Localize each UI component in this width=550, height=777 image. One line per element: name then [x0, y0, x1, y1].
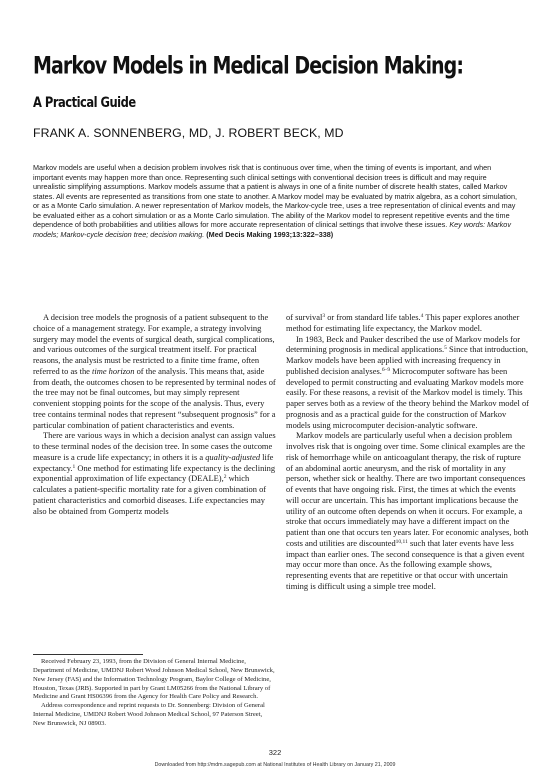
text-run: Microcomputer software has been developed to permit constructing and evaluating Markov models more easily. For these reasons, a revisit of the Markov model is timely. This paper serves both as a review of the theory behind the Markov model of prognosis and as a practical guide for the construction of Markov models using microcomputer decision-analytic software.: [286, 365, 529, 430]
page-number: 322: [268, 748, 282, 757]
text-run: Since that introduction, Markov models have been applied with increasing frequency in published decision analyses.: [286, 344, 529, 376]
citation-ref: 4: [420, 313, 424, 319]
citation-ref: 2: [223, 474, 227, 481]
footnotes: [33, 658, 276, 729]
footnote-received: Received February 23, 1993, from the Division of General Internal Medicine, Department of Medicine, UMDNJ Robert Wood Johnson Medical School, New Brunswick, New Jersey (FAS) and the Information Technology Program, Baylor College of Medicine, Houston, Texas (JRB). Supported in part by Grant LM05266 from the National Library of Medicine and Grant HS06396 from the Agency for Health Care Policy and Research.: [33, 658, 275, 701]
citation-ref: 3: [322, 313, 326, 319]
citation-ref: 10,11: [395, 538, 408, 545]
right-column: [286, 312, 529, 592]
paragraph: [33, 312, 276, 430]
abstract-keywords: Key words: Markov models; Markov-cycle decision tree; decision making.: [33, 220, 511, 239]
paragraph: [33, 430, 276, 516]
footnote-address: Address correspondence and reprint requests to Dr. Sonnenberg: Division of General Internal Medicine, UMDNJ Robert Wood Johnson Medical School, 97 Paterson Street, New Brunswick, NJ 08903.: [33, 702, 265, 727]
article-subtitle: A Practical Guide: [33, 94, 136, 111]
text-run: of the analysis. This means that, aside from death, the outcomes chosen to be represented by terminal nodes of the tree may not be final outcomes, but may simply represent convenient stopping points for the scope of the analysis. Thus, every tree contains terminal nodes that represent “subsequent prognosis” for a particular combination of patient characteristics and events.: [33, 365, 276, 430]
footnote-divider: [33, 654, 143, 655]
paragraph: [286, 334, 529, 431]
text-run: In 1983, Beck and Pauker described the use of Markov models for determining prognosis in medical applications.: [286, 333, 521, 355]
text-run: This paper explores another method for estimating life expectancy, the Markov model.: [286, 312, 520, 333]
text-run: such that later events have less impact than earlier ones. The second consequence is that a given event may occur more than once. As the following example shows, representing events that are repetitive or that occur with uncertain timing is difficult using a simple tree model.: [286, 537, 525, 591]
text-run: There are various ways in which a decision analyst can assign values to these terminal nodes of the decision tree. In some cases the outcome measure is a crude life expectancy; in others it is a: [33, 430, 276, 462]
citation-ref: 6–9: [381, 366, 391, 373]
left-column: [33, 312, 276, 516]
text-run: A decision tree models the prognosis of a patient subsequent to the choice of a management strategy. For example, a strategy involving surgery may model the events of surgical death, surgical complications, and various outcomes of the surgical treatment itself. For practical reasons, the analysis must be restricted to a finite time frame, often referred to as the: [33, 312, 275, 376]
text-run: or from standard life tables.: [325, 312, 421, 322]
download-notice: Downloaded from http://mdm.sagepub.com at National Institutes of Health Library on January 21, 2009: [154, 762, 396, 768]
paragraph: [286, 430, 529, 591]
text-run: life expectancy.: [33, 451, 274, 473]
text-run: One method for estimating life expectancy is the declining exponential approximation of life expectancy (DEALE),: [33, 462, 276, 484]
author-line: FRANK A. SONNENBERG, MD, J. ROBERT BECK, MD: [33, 126, 344, 140]
abstract-body: Markov models are useful when a decision problem involves risk that is continuous over time, when the timing of events is important, and when important events may happen more than once. Representing such clinical settings with conventional decision trees is difficult and may require unrealistic simplifying assumptions. Markov models assume that a patient is always in one of a finite number of discrete health states, called Markov states. All events are represented as transitions from one state to another. A Markov model may be evaluated by matrix algebra, as a cohort simulation, or as a Monte Carlo simulation. A newer representation of Markov models, the Markov-cycle tree, uses a tree representation of clinical events and may be evaluated either as a cohort simulation or as a Monte Carlo simulation. The ability of the Markov model to represent repetitive events and the time dependence of both probabilities and utilities allows for more accurate representation of clinical settings that involve these issues.: [33, 163, 517, 230]
abstract: [33, 163, 521, 239]
emphasis: quality-adjusted: [205, 451, 261, 462]
article-title: Markov Models in Medical Decision Making:: [33, 52, 464, 80]
text-run: which calculates a patient-specific mortality rate for a given combination of patient characteristics and comorbid diseases. Life expectancies may also be obtained from Gompertz models: [33, 473, 267, 516]
paragraph: [286, 312, 529, 334]
citation-ref: 5: [444, 345, 447, 352]
citation-ref: 1: [72, 463, 76, 470]
text-run: of survival: [286, 312, 323, 322]
text-run: Markov models are particularly useful when a decision problem involves risk that is ongoing over time. Some clinical examples are the risk of hemorrhage while on anticoagulant therapy, the risk of rupture of an abdominal aortic aneurysm, and the risk of mortality in any person, whether sick or healthy. There are two important consequences of events that have ongoing risk. First, the times at which the events will occur are uncertain. This has important implications because the utility of an outcome often depends on when it occurs. For example, a stroke that occurs immediately may have a different impact on the patient than one that occurs ten years later. For economic analyses, both costs and utilities are discounted: [286, 430, 529, 548]
abstract-citation: (Med Decis Making 1993;13:322–338): [206, 229, 334, 239]
emphasis: time horizon: [92, 365, 135, 376]
